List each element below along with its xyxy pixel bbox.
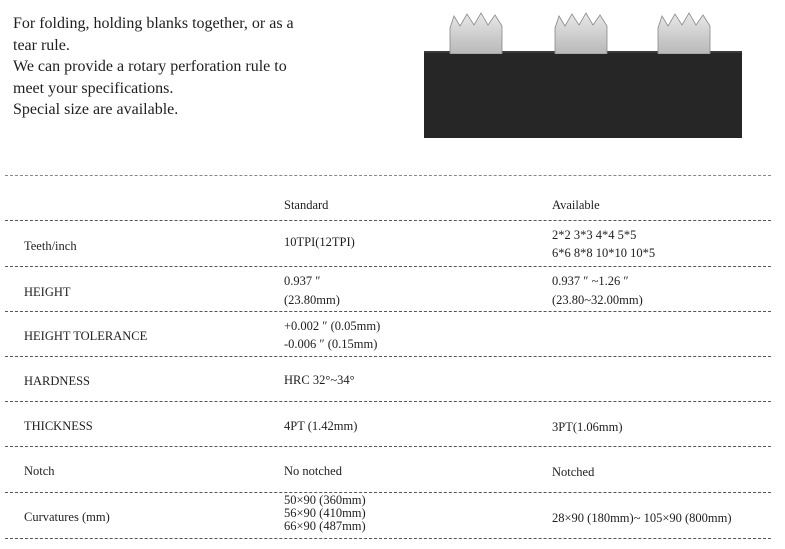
- row-available: 3PT(1.06mm): [552, 420, 623, 434]
- row-label: Notch: [24, 464, 55, 478]
- row-standard: 4PT (1.42mm): [284, 419, 358, 433]
- tooth-group: [448, 10, 504, 54]
- header-standard: Standard: [284, 198, 329, 212]
- row-available: 0.937 ″ ~1.26 ″: [552, 274, 629, 288]
- row-divider: [5, 356, 771, 357]
- row-divider: [5, 266, 771, 267]
- rule-body: [424, 51, 742, 138]
- row-label: THICKNESS: [24, 419, 93, 433]
- row-divider: [5, 538, 771, 539]
- row-available: 6*6 8*8 10*10 10*5: [552, 246, 656, 260]
- row-available: (23.80~32.00mm): [552, 293, 643, 307]
- row-available: Notched: [552, 465, 595, 479]
- row-standard: 50×90 (360mm): [284, 493, 366, 507]
- row-standard: 10TPI(12TPI): [284, 235, 355, 249]
- row-divider: [5, 220, 771, 221]
- tooth-group: [553, 10, 609, 54]
- row-label: HEIGHT: [24, 285, 71, 299]
- intro-line: meet your specifications.: [13, 79, 174, 97]
- intro-text: [13, 13, 393, 121]
- row-standard: 56×90 (410mm): [284, 506, 366, 520]
- perforation-rule-photo: [424, 10, 742, 140]
- row-label: HEIGHT TOLERANCE: [24, 329, 148, 343]
- row-divider: [5, 311, 771, 312]
- row-label: Curvatures (mm): [24, 510, 110, 524]
- intro-line: For folding, holding blanks together, or as a: [13, 15, 294, 32]
- intro-line: We can provide a rotary perforation rule to: [13, 58, 287, 75]
- row-divider: [5, 401, 771, 402]
- intro-line: tear rule.: [13, 36, 70, 54]
- row-standard: 66×90 (487mm): [284, 519, 366, 533]
- row-standard: 0.937 ″: [284, 274, 321, 288]
- header-available: Available: [552, 198, 600, 212]
- row-standard: -0.006 ″ (0.15mm): [284, 337, 378, 351]
- tooth-group: [656, 10, 712, 54]
- row-available: 28×90 (180mm)~ 105×90 (800mm): [552, 511, 732, 525]
- row-label: Teeth/inch: [24, 239, 77, 253]
- row-label: HARDNESS: [24, 374, 90, 388]
- row-divider: [5, 492, 771, 493]
- row-standard: (23.80mm): [284, 293, 340, 307]
- row-divider: [5, 446, 771, 447]
- row-standard: HRC 32°~34°: [284, 373, 355, 387]
- section-divider: [5, 175, 771, 176]
- row-available: 2*2 3*3 4*4 5*5: [552, 228, 637, 242]
- row-standard: No notched: [284, 464, 342, 478]
- row-standard: +0.002 ″ (0.05mm): [284, 319, 381, 333]
- intro-line: Special size are available.: [13, 101, 179, 118]
